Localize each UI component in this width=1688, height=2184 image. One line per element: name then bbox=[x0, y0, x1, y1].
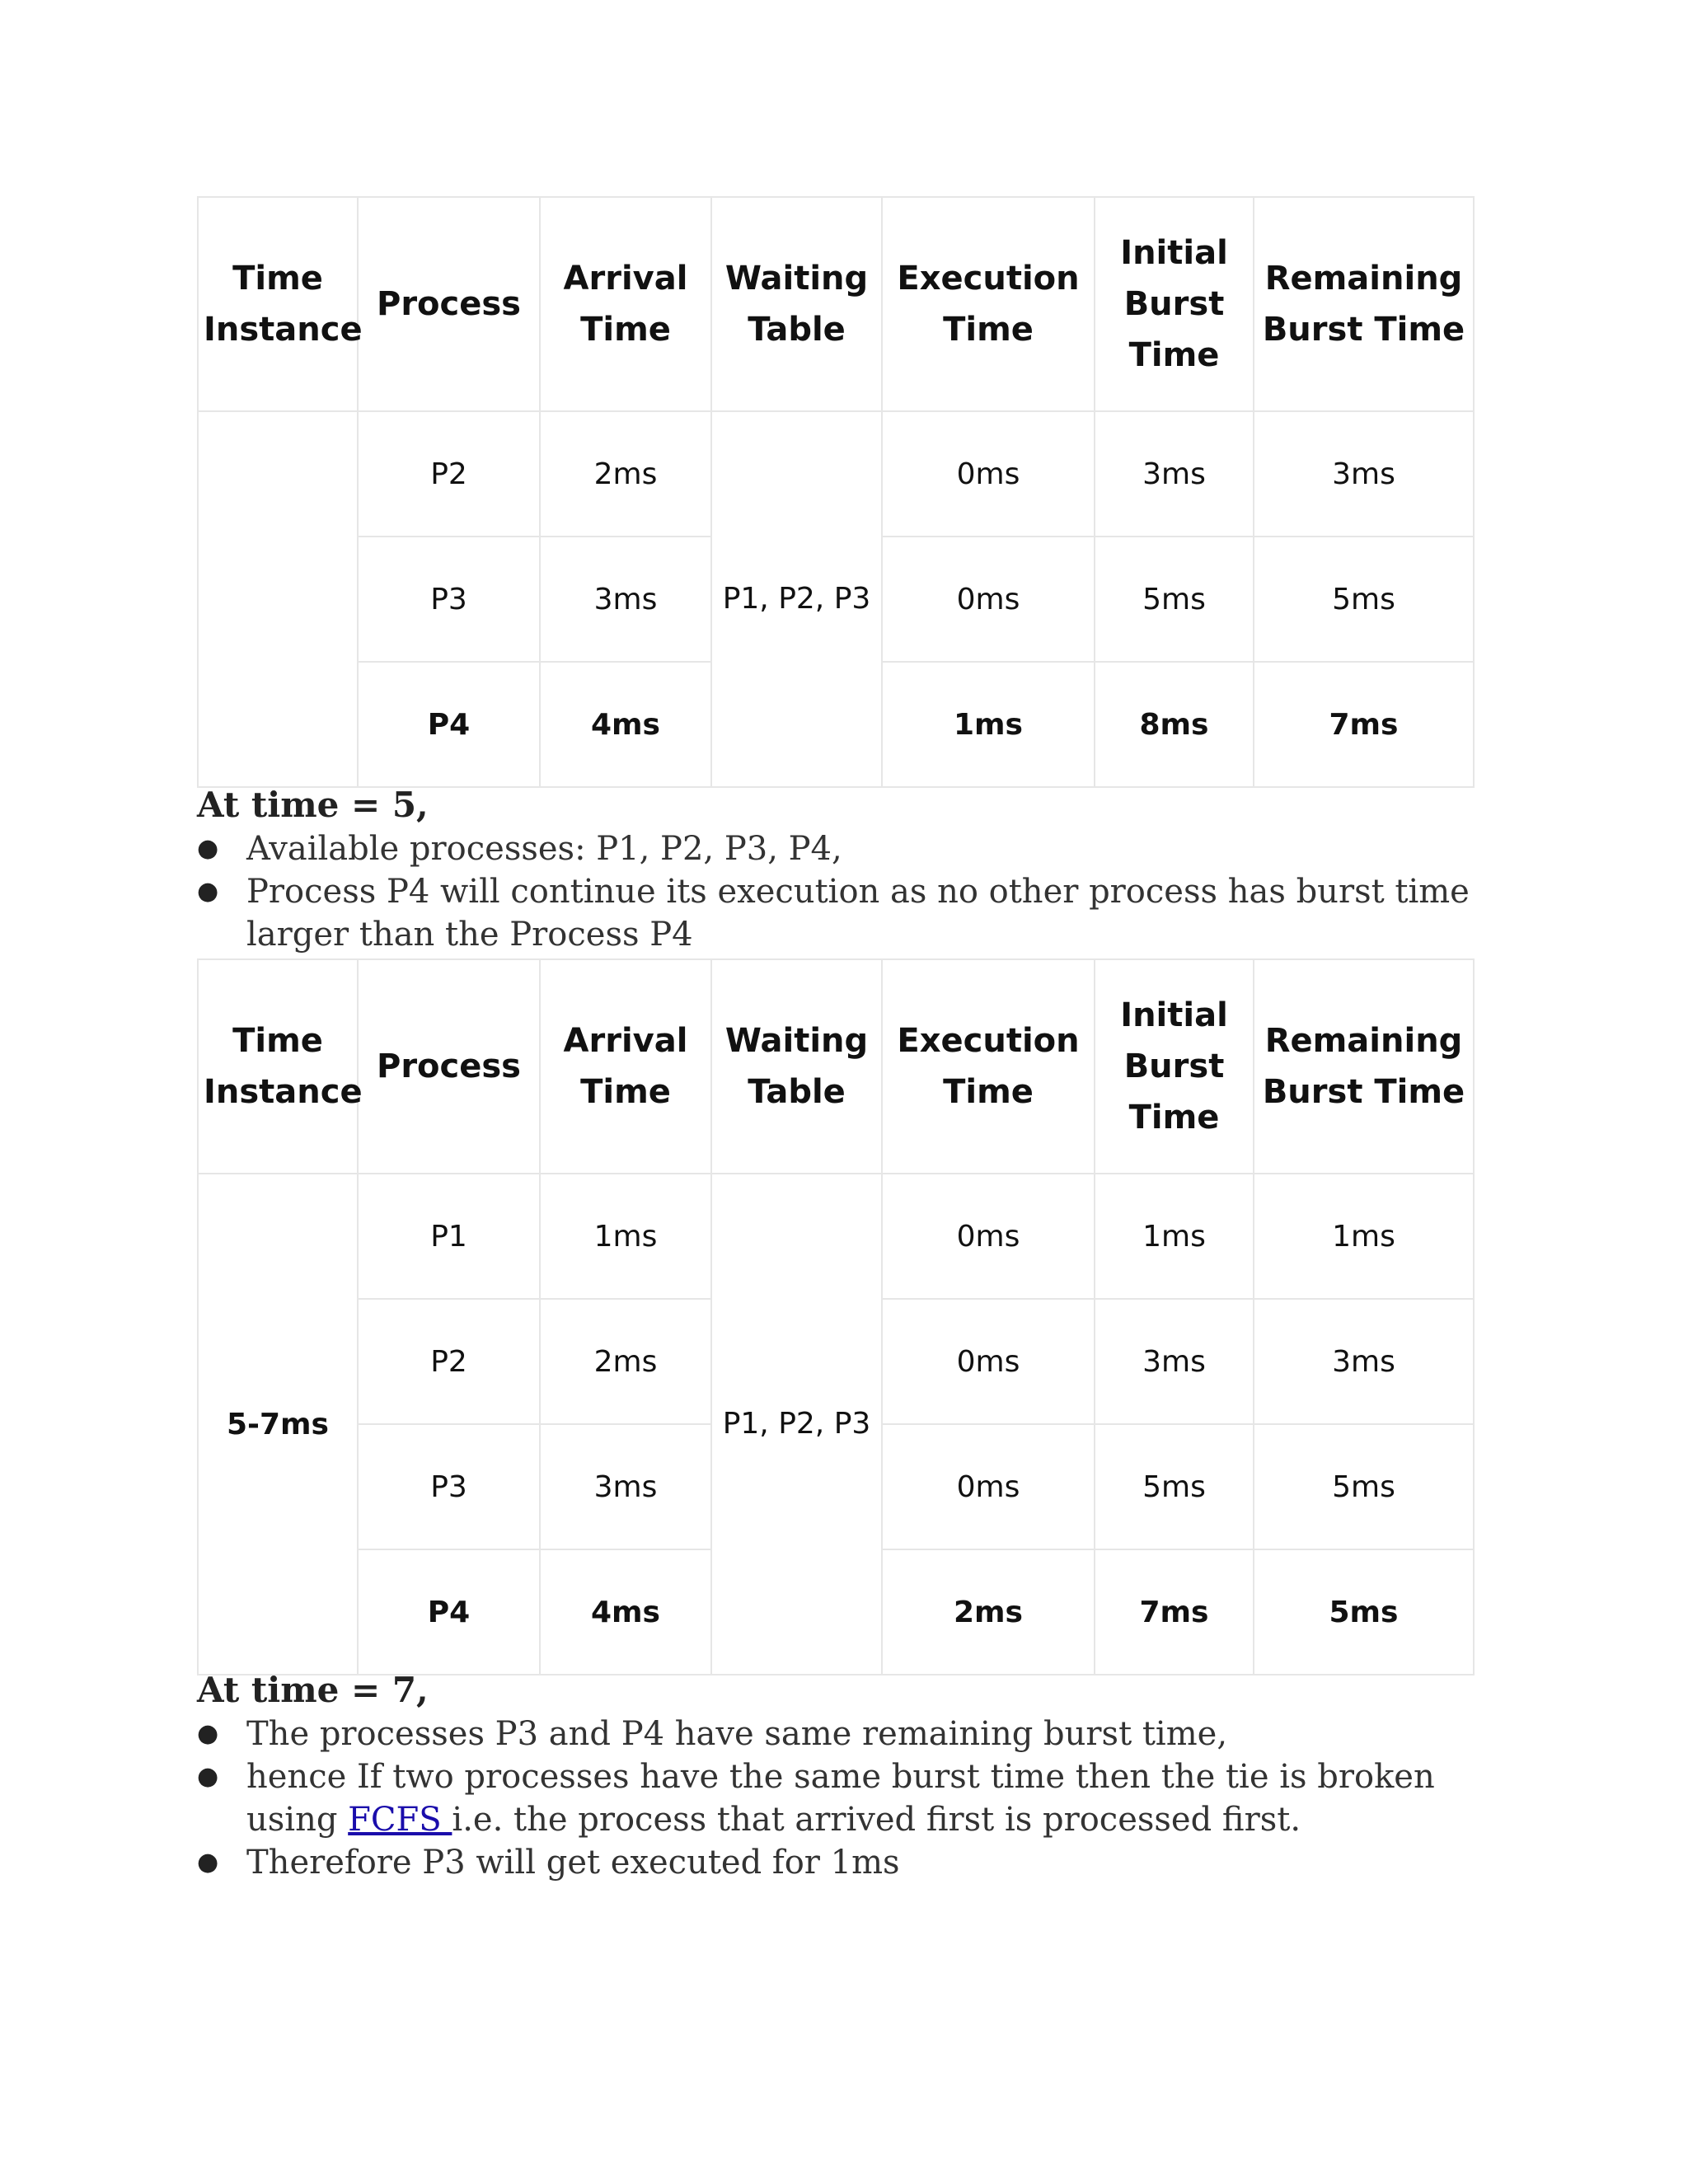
time-instance-cell bbox=[198, 411, 358, 787]
arrival-cell: 3ms bbox=[540, 1424, 711, 1549]
execution-cell: 0ms bbox=[882, 1424, 1095, 1549]
waiting-table-cell: P1, P2, P3 bbox=[711, 411, 882, 787]
header-time-instance: Time Instance bbox=[198, 959, 358, 1174]
remaining-burst-cell: 3ms bbox=[1254, 411, 1474, 537]
bullet-icon: ● bbox=[197, 877, 219, 906]
initial-burst-cell: 8ms bbox=[1095, 662, 1254, 787]
process-table-2 bbox=[197, 958, 1475, 1675]
list-item: ● Available processes: P1, P2, P3, P4, bbox=[197, 827, 1483, 870]
initial-burst-cell: 7ms bbox=[1095, 1549, 1254, 1675]
table-header-row bbox=[198, 959, 1474, 1174]
header-remaining-burst-time: Remaining Burst Time bbox=[1254, 959, 1474, 1174]
header-execution-time: Execution Time bbox=[882, 197, 1095, 411]
section-heading: At time = 5, bbox=[197, 785, 429, 825]
process-cell: P3 bbox=[358, 1424, 540, 1549]
bullet-list bbox=[197, 1713, 1483, 1884]
bullet-list bbox=[197, 827, 1483, 956]
initial-burst-cell: 1ms bbox=[1095, 1174, 1254, 1299]
process-cell: P4 bbox=[358, 662, 540, 787]
bullet-icon: ● bbox=[197, 1719, 219, 1748]
initial-burst-cell: 5ms bbox=[1095, 1424, 1254, 1549]
header-process: Process bbox=[358, 959, 540, 1174]
arrival-cell: 4ms bbox=[540, 1549, 711, 1675]
execution-cell: 1ms bbox=[882, 662, 1095, 787]
header-time-instance: Time Instance bbox=[198, 197, 358, 411]
execution-cell: 2ms bbox=[882, 1549, 1095, 1675]
execution-cell: 0ms bbox=[882, 1299, 1095, 1424]
header-waiting-table: Waiting Table bbox=[711, 197, 882, 411]
initial-burst-cell: 3ms bbox=[1095, 411, 1254, 537]
execution-cell: 0ms bbox=[882, 411, 1095, 537]
execution-cell: 0ms bbox=[882, 1174, 1095, 1299]
header-remaining-burst-time: Remaining Burst Time bbox=[1254, 197, 1474, 411]
remaining-burst-cell: 5ms bbox=[1254, 1549, 1474, 1675]
header-execution-time: Execution Time bbox=[882, 959, 1095, 1174]
arrival-cell: 4ms bbox=[540, 662, 711, 787]
process-cell: P1 bbox=[358, 1174, 540, 1299]
execution-cell: 0ms bbox=[882, 537, 1095, 662]
remaining-burst-cell: 1ms bbox=[1254, 1174, 1474, 1299]
time-instance-cell: 5-7ms bbox=[198, 1174, 358, 1675]
remaining-burst-cell: 5ms bbox=[1254, 1424, 1474, 1549]
remaining-burst-cell: 7ms bbox=[1254, 662, 1474, 787]
header-waiting-table: Waiting Table bbox=[711, 959, 882, 1174]
section-heading: At time = 7, bbox=[197, 1670, 429, 1710]
process-cell: P3 bbox=[358, 537, 540, 662]
bullet-icon: ● bbox=[197, 1762, 219, 1791]
list-item: ● hence If two processes have the same burst time then the tie is broken using FCFS i.e. the process that arrived first is processed first. bbox=[197, 1755, 1483, 1841]
arrival-cell: 2ms bbox=[540, 1299, 711, 1424]
process-cell: P2 bbox=[358, 1299, 540, 1424]
list-item: ● Process P4 will continue its execution as no other process has burst time larger than the Process P4 bbox=[197, 870, 1483, 956]
bullet-icon: ● bbox=[197, 834, 219, 863]
fcfs-link[interactable]: FCFS bbox=[348, 1801, 452, 1839]
initial-burst-cell: 5ms bbox=[1095, 537, 1254, 662]
initial-burst-cell: 3ms bbox=[1095, 1299, 1254, 1424]
header-arrival-time: Arrival Time bbox=[540, 197, 711, 411]
list-item: ● Therefore P3 will get executed for 1ms bbox=[197, 1841, 1483, 1884]
process-cell: P2 bbox=[358, 411, 540, 537]
remaining-burst-cell: 5ms bbox=[1254, 537, 1474, 662]
process-table-1 bbox=[197, 196, 1475, 788]
table-row bbox=[198, 1174, 1474, 1299]
table-row bbox=[198, 411, 1474, 537]
waiting-table-cell: P1, P2, P3 bbox=[711, 1174, 882, 1675]
list-item: ● The processes P3 and P4 have same remaining burst time, bbox=[197, 1713, 1483, 1755]
arrival-cell: 2ms bbox=[540, 411, 711, 537]
header-initial-burst-time: Initial Burst Time bbox=[1095, 959, 1254, 1174]
header-arrival-time: Arrival Time bbox=[540, 959, 711, 1174]
remaining-burst-cell: 3ms bbox=[1254, 1299, 1474, 1424]
header-process: Process bbox=[358, 197, 540, 411]
table-header-row bbox=[198, 197, 1474, 411]
process-cell: P4 bbox=[358, 1549, 540, 1675]
arrival-cell: 1ms bbox=[540, 1174, 711, 1299]
bullet-icon: ● bbox=[197, 1848, 219, 1877]
header-initial-burst-time: Initial Burst Time bbox=[1095, 197, 1254, 411]
arrival-cell: 3ms bbox=[540, 537, 711, 662]
